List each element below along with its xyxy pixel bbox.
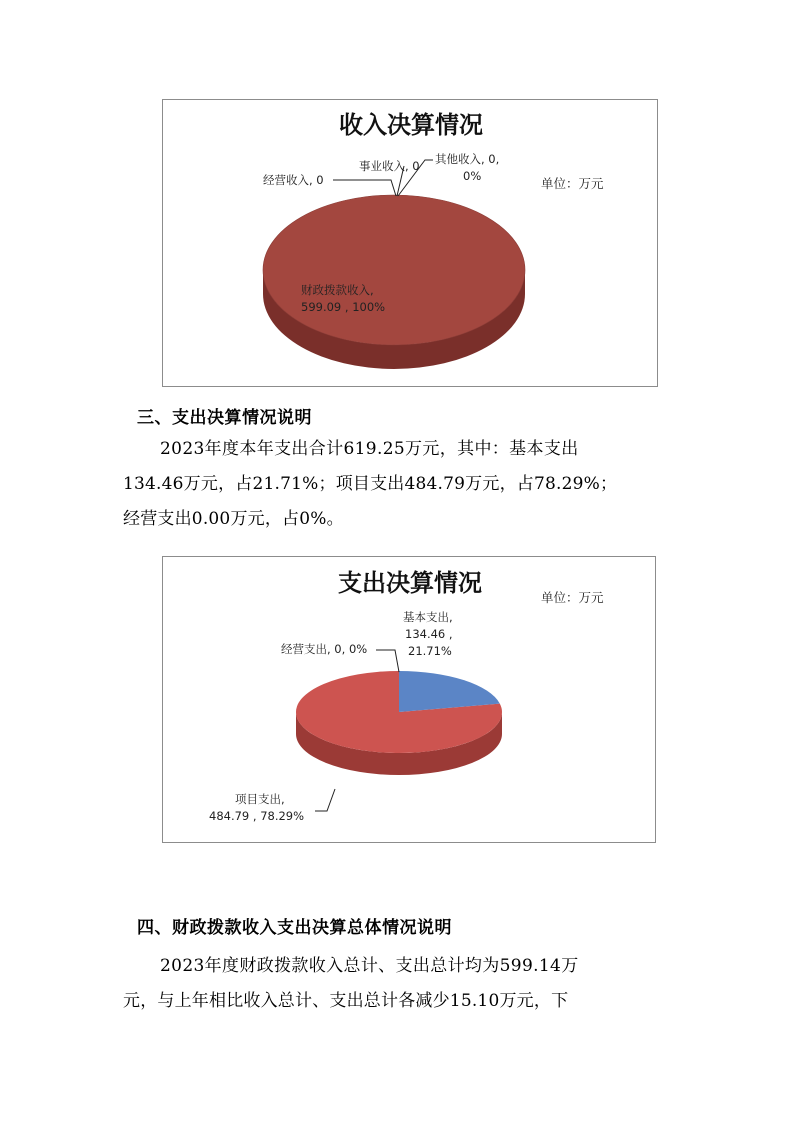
leader-line-operating-expense bbox=[376, 650, 399, 672]
income-chart-unit: 单位：万元 bbox=[541, 176, 604, 191]
income-chart bbox=[162, 99, 658, 387]
section3-line-3: 经营支出0.00万元，占0%。 bbox=[123, 509, 344, 529]
label-basic-line3: 21.71% bbox=[408, 644, 452, 658]
section3-heading: 三、支出决算情况说明 bbox=[137, 408, 312, 428]
label-basic-line1: 基本支出, bbox=[403, 610, 453, 624]
section3-line-2: 134.46万元，占21.71%；项目支出484.79万元，占78.29%； bbox=[123, 474, 618, 494]
label-project-line2: 484.79 , 78.29% bbox=[209, 809, 305, 823]
section3-paragraph bbox=[123, 432, 671, 537]
income-slice-fiscal bbox=[263, 195, 525, 345]
label-fiscal-income-line1: 财政拨款收入, bbox=[301, 283, 374, 297]
label-project-line1: 项目支出, bbox=[235, 792, 285, 806]
expense-chart-unit: 单位：万元 bbox=[541, 590, 604, 605]
leader-line-operating bbox=[333, 180, 396, 196]
section4-heading: 四、财政拨款收入支出决算总体情况说明 bbox=[137, 918, 452, 938]
section3-line-1: 2023年度本年支出合计619.25万元，其中：基本支出 bbox=[160, 439, 579, 459]
section4-line-1: 2023年度财政拨款收入总计、支出总计均为599.14万 bbox=[160, 956, 579, 976]
expense-chart bbox=[162, 556, 656, 843]
section4-paragraph bbox=[123, 949, 671, 1019]
label-other-income-line1: 其他收入, 0, bbox=[435, 152, 500, 166]
label-fiscal-income-line2: 599.09 , 100% bbox=[301, 300, 386, 314]
label-basic-line2: 134.46 , bbox=[405, 627, 453, 641]
label-operating-expense: 经营支出, 0, 0% bbox=[281, 642, 368, 656]
section4-line-2: 元，与上年相比收入总计、支出总计各减少15.10万元，下 bbox=[123, 991, 569, 1011]
label-operating-income: 经营收入, 0 bbox=[263, 173, 324, 187]
label-other-income-line2: 0% bbox=[463, 169, 482, 183]
income-chart-title: 收入决算情况 bbox=[339, 111, 483, 139]
label-business-income: 事业收入, 0 bbox=[359, 159, 420, 173]
expense-chart-title: 支出决算情况 bbox=[338, 569, 482, 597]
leader-line-project bbox=[315, 789, 335, 811]
